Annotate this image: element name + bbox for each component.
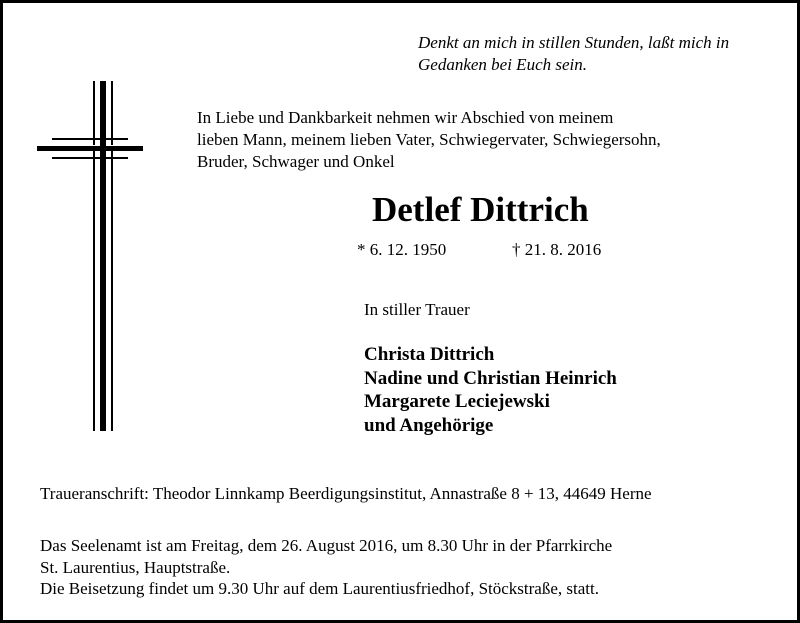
farewell-line: Bruder, Schwager und Onkel <box>197 152 395 171</box>
service-line: St. Laurentius, Hauptstraße. <box>40 557 231 577</box>
mourning-intro: In stiller Trauer <box>364 300 470 319</box>
service-line: Die Beisetzung findet um 9.30 Uhr auf dem Laurentiusfriedhof, Stöckstraße, statt. <box>40 579 599 598</box>
service-info <box>40 535 612 600</box>
mourner-name: Nadine und Christian Heinrich <box>364 367 617 389</box>
mourner-name: Margarete Leciejewski <box>364 391 550 412</box>
motto-line: Denkt an mich in stillen Stunden, laßt mich in <box>418 33 730 52</box>
motto-line: Gedanken bei Euch sein. <box>418 55 587 74</box>
deceased-name: Detlef Dittrich <box>372 190 589 229</box>
farewell-line: lieben Mann, meinem lieben Vater, Schwiegervater, Schwiegersohn, <box>197 130 661 149</box>
farewell-text <box>197 107 757 173</box>
birth-date: * 6. 12. 1950 <box>357 240 447 259</box>
farewell-line: In Liebe und Dankbarkeit nehmen wir Abschied von meinem <box>197 108 614 127</box>
cross-icon <box>37 81 143 438</box>
death-date: † 21. 8. 2016 <box>512 240 602 259</box>
mourner-name: und Angehörige <box>364 414 494 436</box>
motto-quote <box>418 32 788 76</box>
mourning-address: Traueranschrift: Theodor Linnkamp Beerdigungsinstitut, Annastraße 8 + 13, 44649 Herne <box>40 484 652 503</box>
mourner-name: Christa Dittrich <box>364 344 495 365</box>
service-line: Das Seelenamt ist am Freitag, dem 26. August 2016, um 8.30 Uhr in der Pfarrkirche <box>40 536 613 555</box>
mourner-list <box>364 343 617 437</box>
